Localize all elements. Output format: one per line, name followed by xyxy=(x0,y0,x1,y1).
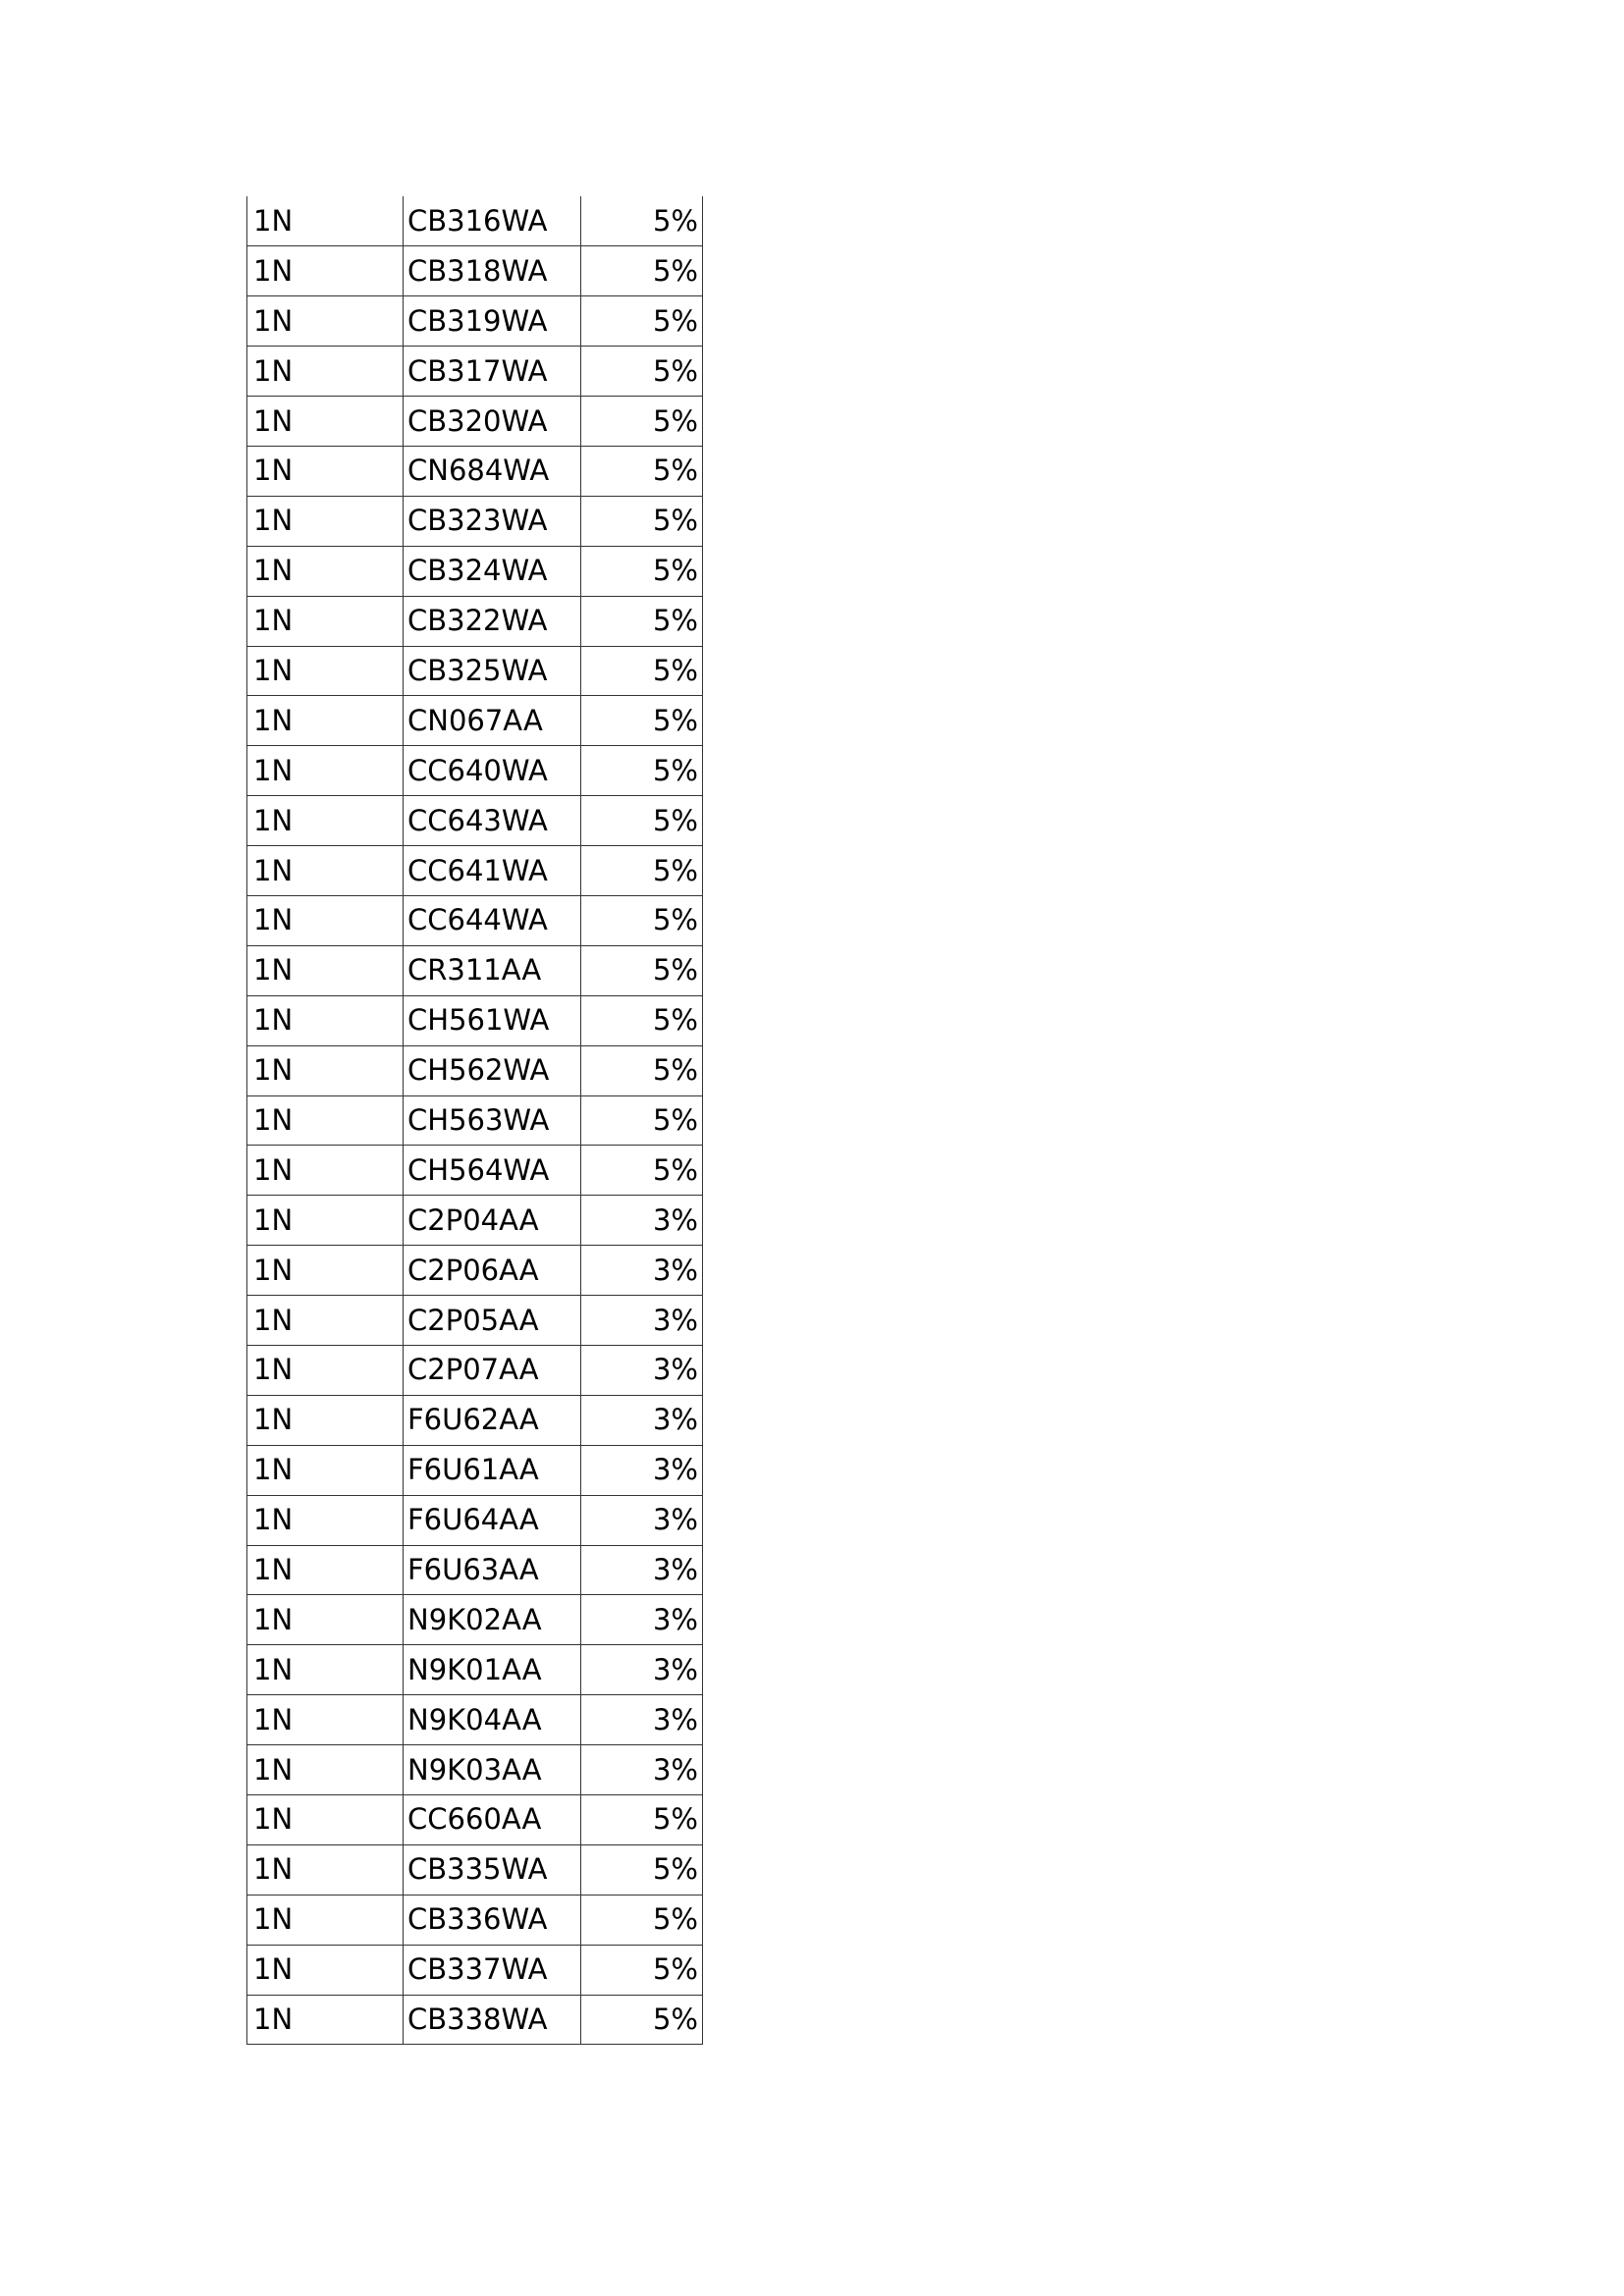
product-code-cell: CN684WA xyxy=(404,446,581,496)
percentage-cell: 5% xyxy=(581,995,703,1045)
percentage-cell: 5% xyxy=(581,1045,703,1095)
table-row xyxy=(247,945,703,995)
percentage-cell: 5% xyxy=(581,446,703,496)
table-row xyxy=(247,846,703,896)
table-row xyxy=(247,646,703,696)
product-code-cell: CC660AA xyxy=(404,1795,581,1845)
table-row xyxy=(247,546,703,596)
category-cell: 1N xyxy=(247,596,404,646)
table-row xyxy=(247,1945,703,1995)
product-code-cell: CC643WA xyxy=(404,796,581,846)
product-code-cell: CB337WA xyxy=(404,1945,581,1995)
category-cell: 1N xyxy=(247,546,404,596)
percentage-cell: 5% xyxy=(581,646,703,696)
category-cell: 1N xyxy=(247,995,404,1045)
category-cell: 1N xyxy=(247,1345,404,1395)
percentage-cell: 5% xyxy=(581,1795,703,1845)
category-cell: 1N xyxy=(247,1296,404,1346)
product-code-cell: C2P07AA xyxy=(404,1345,581,1395)
product-code-cell: N9K02AA xyxy=(404,1595,581,1645)
product-code-cell: CB336WA xyxy=(404,1895,581,1945)
category-cell: 1N xyxy=(247,1246,404,1296)
percentage-cell: 5% xyxy=(581,296,703,347)
table-row xyxy=(247,1146,703,1196)
percentage-cell: 3% xyxy=(581,1445,703,1495)
percentage-cell: 5% xyxy=(581,196,703,246)
product-code-cell: CH563WA xyxy=(404,1095,581,1146)
category-cell: 1N xyxy=(247,1146,404,1196)
percentage-cell: 3% xyxy=(581,1345,703,1395)
table-row xyxy=(247,1645,703,1695)
category-cell: 1N xyxy=(247,1695,404,1745)
table-row xyxy=(247,296,703,347)
table-row xyxy=(247,995,703,1045)
percentage-cell: 5% xyxy=(581,1146,703,1196)
table-row xyxy=(247,1745,703,1795)
category-cell: 1N xyxy=(247,196,404,246)
category-cell: 1N xyxy=(247,696,404,746)
product-code-cell: N9K04AA xyxy=(404,1695,581,1745)
table-row xyxy=(247,1445,703,1495)
percentage-cell: 3% xyxy=(581,1495,703,1545)
category-cell: 1N xyxy=(247,1495,404,1545)
product-code-cell: CB319WA xyxy=(404,296,581,347)
category-cell: 1N xyxy=(247,945,404,995)
table-row xyxy=(247,1844,703,1895)
percentage-cell: 5% xyxy=(581,1895,703,1945)
percentage-cell: 5% xyxy=(581,246,703,296)
percentage-cell: 5% xyxy=(581,1945,703,1995)
table-row xyxy=(247,1246,703,1296)
table-row xyxy=(247,1045,703,1095)
percentage-cell: 3% xyxy=(581,1695,703,1745)
table-row xyxy=(247,1545,703,1595)
table-row xyxy=(247,1995,703,2045)
product-code-cell: CH561WA xyxy=(404,995,581,1045)
percentage-cell: 5% xyxy=(581,746,703,796)
percentage-cell: 3% xyxy=(581,1545,703,1595)
product-table xyxy=(246,196,703,2045)
table-row xyxy=(247,1395,703,1445)
percentage-cell: 3% xyxy=(581,1296,703,1346)
category-cell: 1N xyxy=(247,397,404,447)
product-code-cell: CB335WA xyxy=(404,1844,581,1895)
category-cell: 1N xyxy=(247,1445,404,1495)
category-cell: 1N xyxy=(247,746,404,796)
percentage-cell: 5% xyxy=(581,1844,703,1895)
percentage-cell: 5% xyxy=(581,397,703,447)
product-code-cell: CH564WA xyxy=(404,1146,581,1196)
table-row xyxy=(247,1795,703,1845)
product-code-cell: CB338WA xyxy=(404,1995,581,2045)
table-row xyxy=(247,1196,703,1246)
product-code-cell: F6U64AA xyxy=(404,1495,581,1545)
product-code-cell: CC644WA xyxy=(404,895,581,945)
product-code-cell: N9K03AA xyxy=(404,1745,581,1795)
percentage-cell: 5% xyxy=(581,945,703,995)
percentage-cell: 3% xyxy=(581,1395,703,1445)
category-cell: 1N xyxy=(247,1095,404,1146)
table-row xyxy=(247,496,703,546)
category-cell: 1N xyxy=(247,1795,404,1845)
category-cell: 1N xyxy=(247,895,404,945)
product-code-cell: CB322WA xyxy=(404,596,581,646)
product-code-cell: CN067AA xyxy=(404,696,581,746)
percentage-cell: 5% xyxy=(581,347,703,397)
percentage-cell: 3% xyxy=(581,1595,703,1645)
percentage-cell: 5% xyxy=(581,596,703,646)
category-cell: 1N xyxy=(247,1945,404,1995)
table-row xyxy=(247,397,703,447)
category-cell: 1N xyxy=(247,1895,404,1945)
percentage-cell: 3% xyxy=(581,1745,703,1795)
product-table-body xyxy=(247,196,703,2045)
percentage-cell: 3% xyxy=(581,1196,703,1246)
product-code-cell: C2P04AA xyxy=(404,1196,581,1246)
product-code-cell: CH562WA xyxy=(404,1045,581,1095)
product-code-cell: C2P05AA xyxy=(404,1296,581,1346)
category-cell: 1N xyxy=(247,296,404,347)
category-cell: 1N xyxy=(247,446,404,496)
product-code-cell: CR311AA xyxy=(404,945,581,995)
product-code-cell: CC640WA xyxy=(404,746,581,796)
table-row xyxy=(247,1345,703,1395)
table-row xyxy=(247,895,703,945)
table-row xyxy=(247,596,703,646)
category-cell: 1N xyxy=(247,646,404,696)
product-code-cell: CB317WA xyxy=(404,347,581,397)
percentage-cell: 5% xyxy=(581,895,703,945)
table-row xyxy=(247,246,703,296)
table-row xyxy=(247,746,703,796)
percentage-cell: 5% xyxy=(581,496,703,546)
category-cell: 1N xyxy=(247,1595,404,1645)
percentage-cell: 5% xyxy=(581,546,703,596)
category-cell: 1N xyxy=(247,796,404,846)
product-code-cell: F6U62AA xyxy=(404,1395,581,1445)
percentage-cell: 5% xyxy=(581,846,703,896)
product-code-cell: CB323WA xyxy=(404,496,581,546)
percentage-cell: 5% xyxy=(581,1995,703,2045)
category-cell: 1N xyxy=(247,846,404,896)
category-cell: 1N xyxy=(247,246,404,296)
category-cell: 1N xyxy=(247,1645,404,1695)
category-cell: 1N xyxy=(247,1545,404,1595)
table-row xyxy=(247,1695,703,1745)
product-code-cell: CB318WA xyxy=(404,246,581,296)
table-row xyxy=(247,1595,703,1645)
product-code-cell: C2P06AA xyxy=(404,1246,581,1296)
product-code-cell: CB320WA xyxy=(404,397,581,447)
product-code-cell: CB324WA xyxy=(404,546,581,596)
table-row xyxy=(247,446,703,496)
category-cell: 1N xyxy=(247,1395,404,1445)
table-row xyxy=(247,347,703,397)
percentage-cell: 5% xyxy=(581,796,703,846)
category-cell: 1N xyxy=(247,1196,404,1246)
table-row xyxy=(247,196,703,246)
table-row xyxy=(247,1095,703,1146)
product-code-cell: CB316WA xyxy=(404,196,581,246)
category-cell: 1N xyxy=(247,1745,404,1795)
percentage-cell: 5% xyxy=(581,696,703,746)
table-row xyxy=(247,796,703,846)
percentage-cell: 3% xyxy=(581,1246,703,1296)
category-cell: 1N xyxy=(247,1045,404,1095)
table-row xyxy=(247,1895,703,1945)
percentage-cell: 5% xyxy=(581,1095,703,1146)
percentage-cell: 3% xyxy=(581,1645,703,1695)
product-code-cell: CB325WA xyxy=(404,646,581,696)
category-cell: 1N xyxy=(247,496,404,546)
table-row xyxy=(247,696,703,746)
product-code-cell: N9K01AA xyxy=(404,1645,581,1695)
category-cell: 1N xyxy=(247,347,404,397)
category-cell: 1N xyxy=(247,1844,404,1895)
table-row xyxy=(247,1296,703,1346)
product-code-cell: F6U61AA xyxy=(404,1445,581,1495)
table-row xyxy=(247,1495,703,1545)
product-code-cell: CC641WA xyxy=(404,846,581,896)
category-cell: 1N xyxy=(247,1995,404,2045)
product-code-cell: F6U63AA xyxy=(404,1545,581,1595)
